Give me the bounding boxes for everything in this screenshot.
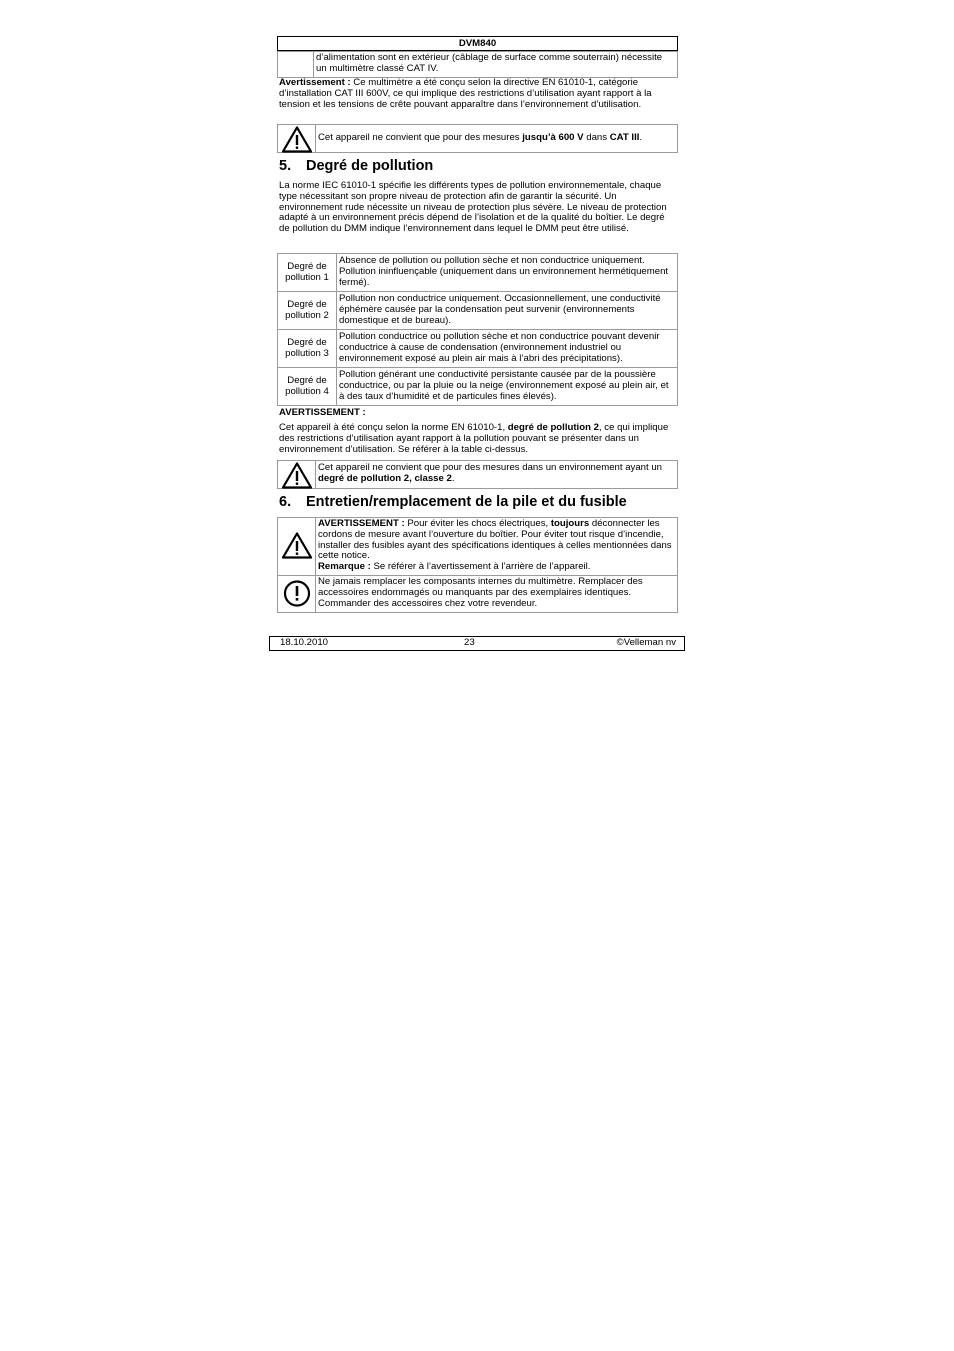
footer-date: 18.10.2010 bbox=[280, 637, 329, 648]
section-6-heading bbox=[279, 494, 627, 511]
section-number: 5. bbox=[279, 158, 292, 174]
column-divider bbox=[315, 125, 316, 152]
page-number: 23 bbox=[464, 637, 475, 648]
pollution-warning-text: Cet appareil à été conçu selon la norme EN 61010-1, degré de pollution 2, ce qui implique des restrictions d’utilisation ayant rapport à la pollution pouvant se présenter dans un environnement d’utilisation. Se référer à la table ci-dessus. bbox=[279, 422, 669, 455]
table-cell-label: Degré de pollution 3 bbox=[278, 330, 337, 368]
table-cell-description: Pollution non conductrice uniquement. Occasionnellement, une conductivité éphémère causée par la condensation peut survenir (environnements domestique et de bureau). bbox=[337, 292, 678, 330]
table-row bbox=[278, 292, 678, 330]
section-number: 6. bbox=[279, 494, 292, 510]
table-cell-label: Degré de pollution 1 bbox=[278, 254, 337, 292]
cat-warning-text: Ce multimètre a été conçu selon la directive EN 61010-1, catégorie d’installation CAT III 600V, ce qui implique des restrictions d’utilisation ayant rapport à la tension et les tensions de crête pouvant apparaître dans l’environnement d’utilisation. bbox=[279, 77, 652, 110]
section-5-intro: La norme IEC 61010-1 spécifie les différents types de pollution environnementale, chaque type nécessitant son propre niveau de protection afin de garantir la sécurité. Un environnement rude nécessite un niveau de protection plus sévère. Le niveau de protection adapté à un environnement précis dépend de l’isolation et de la qualité du boîtier. Le degré de pollution du DMM indique l’environnement dans lequel le DMM peut être utilisé. bbox=[279, 180, 667, 235]
column-divider bbox=[313, 52, 314, 77]
table-cell-description: Pollution générant une conductivité persistante causée par de la poussière conductrice, ou par la pluie ou la neige (environnement exposé au plein air, et à des taux d’humidité et de particules fines élevés). bbox=[337, 368, 678, 406]
warning-triangle-icon bbox=[282, 126, 312, 153]
document-header bbox=[277, 36, 678, 51]
continuation-text: d’alimentation sont en extérieur (câblage de surface comme souterrain) nécessite un multimètre classé CAT IV. bbox=[316, 52, 663, 74]
caution-text: Ne jamais remplacer les composants internes du multimètre. Remplacer des accessoires endommagés ou manquants par des exemplaires identiques. Commander des accessoires chez votre revendeur. bbox=[318, 576, 643, 609]
column-divider bbox=[315, 518, 316, 575]
model-name: DVM840 bbox=[458, 38, 497, 49]
table-cell-label: Degré de pollution 4 bbox=[278, 368, 337, 406]
note-600v-box bbox=[277, 124, 678, 153]
table-cell-description: Absence de pollution ou pollution sèche et non conductrice uniquement. Pollution ininfluençable (uniquement dans un environnement hermétiquement fermé). bbox=[337, 254, 678, 292]
section-5-heading bbox=[279, 158, 433, 175]
note-pollution-box bbox=[277, 460, 678, 489]
section-title: Degré de pollution bbox=[306, 158, 434, 174]
footer-copyright: ©Velleman nv bbox=[616, 637, 676, 648]
table-cell-label: Degré de pollution 2 bbox=[278, 292, 337, 330]
note-600v-text: Cet appareil ne convient que pour des mesures jusqu’à 600 V dans CAT III. bbox=[318, 132, 643, 143]
column-divider bbox=[315, 461, 316, 488]
warning-triangle-icon bbox=[282, 462, 312, 489]
warning-triangle-icon bbox=[282, 532, 312, 559]
table-row bbox=[278, 254, 678, 292]
section-title: Entretien/remplacement de la pile et du fusible bbox=[306, 494, 627, 510]
page-footer bbox=[269, 636, 685, 651]
cat-warning-paragraph bbox=[279, 78, 676, 110]
pollution-degree-table bbox=[277, 253, 678, 406]
table-row bbox=[278, 330, 678, 368]
battery-warning-box bbox=[277, 517, 678, 576]
exclamation-circle-icon bbox=[282, 580, 312, 607]
table-cell-description: Pollution conductrice ou pollution sèche et non conductrice pouvant devenir conductrice à cause de condensation (environnement industriel ou environnement exposé au plein air mais à l’abri des précipitations). bbox=[337, 330, 678, 368]
note-pollution-text: Cet appareil ne convient que pour des mesures dans un environnement ayant un degré de pollution 2, classe 2. bbox=[318, 462, 662, 484]
continuation-row bbox=[277, 51, 678, 78]
pollution-warning-heading: AVERTISSEMENT : bbox=[279, 407, 366, 418]
battery-warning-text: AVERTISSEMENT : Pour éviter les chocs électriques, toujours déconnecter les cordons de mesure avant l’ouverture du boîtier. Pour éviter tout risque d’incendie, installer des fusibles ayant des spécifications identiques à celles mentionnées dans cette notice. Remarque : Se référer à l’avertissement à l’arrière de l’appareil. bbox=[318, 518, 672, 573]
cat-warning-label: Avertissement : bbox=[279, 77, 351, 88]
table-row bbox=[278, 368, 678, 406]
column-divider bbox=[315, 576, 316, 612]
caution-box bbox=[277, 575, 678, 613]
